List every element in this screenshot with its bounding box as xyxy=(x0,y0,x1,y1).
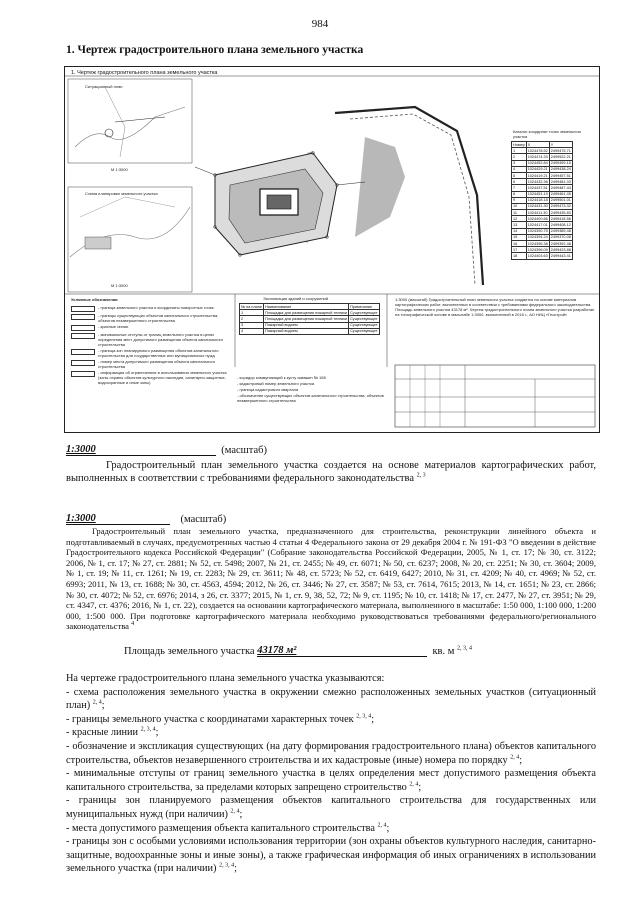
scale-text-2-body: Градостроительный план земельного участка, предназначенного для строительства, реконструкции линейного объекта и подготавливаемый в случаях, предусмотренных частью 4 статьи 4 Федерального закона от 29 декабря 2004 г. № 191-ФЗ "О введении в действие Градостроительного кодекса Российской Федерации" (Собрание законодательства Российской Федерации, 2005, № 1, ст. 17; № 30, ст. 3122; 2006, № 1, ст. 17; № 27, ст. 2881; № 52, ст. 5498; 2007, № 21, ст. 2455; № 49, ст. 6071; № 50, ст. 6237; 2008, № 20, ст. 2251; № 30, ст. 3604; 2009, № 1, ст. 19; № 11, ст. 1261; № 19, ст. 2283; № 29, ст. 3611; № 48, ст. 5723; № 52, ст. 6419, 6427; 2010, № 31, ст. 4209; № 40, ст. 4969; № 52, ст. 6993; 2011, № 13, ст. 1688; № 30, ст. 4563, 4594; 2012, № 26, ст. 3446; № 27, ст. 3587; № 53, ст. 7614, 7615; 2013, № 14, ст. 1651; № 23, ст. 2866; № 30, ст. 4072; № 52, ст. 6976; 2014, з 26, ст. 3377; 2015, № 1, ст. 9, 38, 52, 72; № 9, ст. 1195; № 10, ст. 1418; № 17, ст. 2477, № 27, ст. 3951; № 29, ст. 4347, ст. 4376; 2016, № 1, ст. 22), создается на основании картографического материала, выполненного в масштабе: 1:50 000, 1:100 000, 1:200 000, 1:500 000. При подготовке картографического материала необходимо руководствоваться требованиями федерального/регионального законодательства xyxy=(66,526,596,632)
footnote-ref: 4 xyxy=(131,621,135,628)
coord-table-cell: 1024432.36 xyxy=(527,179,548,184)
drawing-notes: 1:3000 (масштаб) Градостроительный план земельного участка создается на основе материалов картографических работ, выполненных в соответствии с требованиями федерального законодательства. Площадь земельного участка 43178 м². Чертеж градостроительного плана земельного участка разработан на топографической основе в масштабе 1:3000, выполненной в 2016 г., АО НИЦ «Геострой» xyxy=(395,297,595,317)
coord-table-cell: 2499481.03 xyxy=(550,179,571,184)
footnote-ref: 2, 4 xyxy=(510,754,520,761)
coord-table-cell: 2499438.24 xyxy=(550,167,571,172)
coord-table-cell: 1024396.09 xyxy=(527,247,548,252)
legend-item xyxy=(71,359,233,369)
legend-item-text: - границы существующих объектов капитального строительства, объектов незавершенного строительства xyxy=(98,313,219,323)
scale-text-1 xyxy=(66,459,596,485)
scale-text-2 xyxy=(66,526,596,632)
list-item-text: - границы зон планируемого размещения объектов капитального строительства для государственных или муниципальных нужд (при наличии) xyxy=(66,795,596,820)
coord-table-cell: 1024411.30 xyxy=(527,210,548,215)
inset-scale-1: М 1:3000 xyxy=(111,167,128,172)
coord-table-cell: 1024478.52 xyxy=(527,148,548,153)
list-item: - красные линии $^{2, 3, 4}$; xyxy=(66,726,159,739)
legend-swatch-icon xyxy=(71,349,95,355)
coord-table-cell: 2499435.83 xyxy=(550,210,571,215)
coord-table-cell: 1024452.84 xyxy=(527,161,548,166)
coord-table-cell: 1024400.66 xyxy=(527,216,548,221)
scale-label-1: (масштаб) xyxy=(221,445,267,456)
explication-cell: Площадка для размещения пожарной техники xyxy=(264,316,348,321)
area-label: Площадь земельного участка xyxy=(124,646,255,657)
list-item-text: - границы земельного участка с координатами характерных точек xyxy=(66,713,354,725)
legend-swatch-icon xyxy=(71,360,95,366)
footnote-ref: 2, 4 xyxy=(92,699,102,706)
area-unit: кв. м xyxy=(432,646,455,657)
scale-value-1: 1:3000 xyxy=(66,444,96,455)
list-item-text: - места допустимого размещения объекта капитального строительства xyxy=(66,822,375,834)
coord-table-cell: 2499499.15 xyxy=(550,161,571,166)
legend-item xyxy=(71,370,233,385)
coord-table-cell: 1024403.63 xyxy=(527,253,548,258)
explication-cell: 3 xyxy=(240,322,264,328)
explication-table xyxy=(239,303,380,335)
explication-cell: Существующее xyxy=(350,323,378,328)
list-item: - границы зон планируемого размещения объектов капитального строительства для государственных или муниципальных нужд (при наличии) $^{2, 4}$; xyxy=(66,795,596,820)
legend-item-text: - информация об ограничениях в использовании земельного участка (зоны охраны объектов культурного наследия, санитарно-защитные, водоохранные и иные зоны) xyxy=(98,370,227,385)
legend-item xyxy=(71,305,233,312)
coord-table-cell: 13 xyxy=(512,222,527,228)
scale-block-2 xyxy=(66,513,596,525)
coord-table-cell: 2499473.32 xyxy=(550,204,571,209)
coord-table-cell: 1024394.24 xyxy=(527,235,548,240)
coord-table-cell: 2499457.51 xyxy=(550,173,571,178)
list-item-text: - минимальные отступы от границ земельного участка в целях определения мест допустимого размещения объекта капитального строительства, за пределами которых запрещено строительство xyxy=(66,768,596,793)
legend-item xyxy=(71,348,233,358)
coord-table-cell: 1024429.21 xyxy=(527,167,548,172)
legend-item-text: - граница зон планируемого размещения объектов капитального строительства для государственных или муниципальных нужд xyxy=(98,348,219,358)
coord-table-cell: 2499461.45 xyxy=(550,192,571,197)
coord-table-cell: 1024437.51 xyxy=(527,185,548,190)
coord-table-row xyxy=(512,253,573,259)
legend-swatch-icon xyxy=(71,306,95,312)
drawing-title: 1. Чертеж градостроительного плана земельного участка xyxy=(71,70,218,76)
legend-swatch-icon xyxy=(71,333,95,339)
explication-cell: Площадка для размещения пожарной техники xyxy=(264,310,348,315)
coord-table-cell: 2499475.71 xyxy=(550,148,571,153)
explication-cell: 2 xyxy=(240,316,264,322)
list-item: - обозначение и экспликация существующих (на дату формирования градостроительного плана) объектов капитального строительства, объектов незавершенного строительства и их кадастровые (иные) номера по порядку $^{2, 4}$; xyxy=(66,740,596,766)
coord-table-cell: 12 xyxy=(512,216,527,222)
coord-table-header: Y xyxy=(549,142,572,148)
coord-table-cell: 2499392.48 xyxy=(550,241,571,246)
legend-item-text: - граница земельного участка и координаты поворотных точек xyxy=(98,305,214,310)
coord-table xyxy=(511,141,573,260)
coord-table-cell: 2499522.21 xyxy=(550,154,571,159)
scale-text-1-body: Градостроительный план земельного участка создается на основе материалов картографических работ, выполненных в соответствии с требованиями федерального законодательства xyxy=(66,460,596,484)
coord-table-cell: 5 xyxy=(512,172,527,178)
area-line xyxy=(124,645,472,657)
footnote-ref: 2, 3, 4 xyxy=(219,862,235,869)
coord-table-cell: 2499418.56 xyxy=(550,216,571,221)
explication-cell: Существующее xyxy=(350,310,378,315)
legend-item: - граница кадастрового квартала xyxy=(237,387,299,392)
footnote-ref: 2, 3, 4 xyxy=(140,726,156,733)
coord-table-cell: 15 xyxy=(512,234,527,240)
coord-table-cell: 11 xyxy=(512,210,527,216)
coord-table-cell: 1024396.38 xyxy=(527,241,548,246)
coord-table-cell: 1024390.75 xyxy=(527,229,548,234)
legend-item: - обозначение существующих объектов капитального строительства, объектов незавершенного строительства xyxy=(237,393,384,403)
list-item-text: - схема расположения земельного участка в окружении смежно расположенных земельных участков (ситуационный план) xyxy=(66,686,596,712)
coord-table-cell: 8 xyxy=(512,191,527,197)
coord-table-cell: 2499370.08 xyxy=(550,235,571,240)
list-item: - границы зон с особыми условиями использования территории (зон охраны объектов культурного наследия, санитарно-защитные, водоохранные зоны и иные зоны), а также графическая информация об иных ограничениях в использовании земельного участка (при наличии) $^{2, 3, 4}$; xyxy=(66,836,596,875)
legend-item-text: - минимальные отступы от границ земельного участка в целях определения мест допустимого размещения объекта капитального строительства xyxy=(98,332,224,347)
explication-cell: 1 xyxy=(240,310,264,316)
coord-table-cell: 18 xyxy=(512,253,527,259)
site-plan-drawing xyxy=(64,66,600,433)
requirements-list xyxy=(66,672,596,876)
legend-item: - коридор коммуникаций к кусту скважин № 158 xyxy=(237,375,326,380)
coord-table-cell: 9 xyxy=(512,197,527,203)
coord-table-cell: 2499408.12 xyxy=(550,223,571,228)
coord-table-cell: 1024474.33 xyxy=(527,154,548,159)
explication-cell: 4 xyxy=(240,328,264,334)
footnote-ref: 2, 4 xyxy=(230,808,240,815)
section-title: 1. Чертеж градостроительного плана земельного участка xyxy=(66,44,364,56)
coord-table-cell: 1024418.18 xyxy=(527,198,548,203)
coord-table-cell: 2499389.48 xyxy=(550,229,571,234)
coord-table-cell: 1024419.21 xyxy=(527,173,548,178)
explication-cell: Пожарный водоем xyxy=(263,328,348,334)
legend-item-text: - красные линии xyxy=(98,324,129,329)
footnote-ref: 2, 4 xyxy=(409,781,419,788)
inset-scale-2: М 1:3000 xyxy=(111,283,128,288)
explication-row xyxy=(240,328,380,334)
coord-table-cell: 2499501.01 xyxy=(550,198,571,203)
explication-header: Примечание xyxy=(349,304,379,310)
list-item-text: - красные линии xyxy=(66,727,139,739)
legend-title: Условные обозначения xyxy=(71,297,118,302)
scale-value-2: 1:3000 xyxy=(66,513,96,524)
explication-title: Экспликация зданий и сооружений xyxy=(263,296,329,301)
coord-table-header: Номер xyxy=(513,142,525,147)
list-item: - места допустимого размещения объекта капитального строительства $^{2, 4}$; xyxy=(66,822,390,834)
coord-table-cell: 6 xyxy=(512,179,527,185)
legend-swatch-icon xyxy=(71,325,95,331)
inset-caption-situational: Ситуационный план xyxy=(85,84,123,89)
coord-table-cell: 1024417.01 xyxy=(527,223,548,228)
coord-table-cell: 7 xyxy=(512,185,527,191)
explication-header: № на плане xyxy=(241,304,262,309)
coord-table-cell: 10 xyxy=(512,203,527,209)
coord-table-cell: 2499423.88 xyxy=(550,247,571,252)
list-item: - минимальные отступы от границ земельного участка в целях определения мест допустимого размещения объекта капитального строительства, за пределами которых запрещено строительство $^{2, 4}$; xyxy=(66,768,596,793)
legend-list-2 xyxy=(237,375,387,404)
legend-item-text: - номер места допустимого размещения объекта капитального строительства xyxy=(98,359,216,369)
legend-list xyxy=(71,305,233,386)
list-intro: На чертеже градостроительного плана земельного участка указываются: xyxy=(66,673,385,684)
legend-swatch-icon xyxy=(71,314,95,320)
coord-table-cell: 4 xyxy=(512,166,527,172)
legend-item xyxy=(71,324,233,331)
list-item: - границы земельного участка с координатами характерных точек $^{2, 3, 4}$; xyxy=(66,713,375,725)
legend-item xyxy=(71,332,233,347)
explication-cell: Существующее xyxy=(350,329,378,334)
coord-table-cell: 14 xyxy=(512,228,527,234)
page-number: 984 xyxy=(311,18,329,30)
coord-table-cell: 3 xyxy=(512,160,527,166)
scale-block-1 xyxy=(66,444,596,456)
list-item: - схема расположения земельного участка в окружении смежно расположенных земельных участков (ситуационный план) $^{2, 4}$; xyxy=(66,686,596,712)
legend-item xyxy=(71,313,233,323)
legend-swatch-icon xyxy=(71,371,95,377)
coord-table-header: X xyxy=(526,142,549,148)
coord-table-cell: 2499443.41 xyxy=(550,253,571,258)
explication-cell: Пожарный водоем xyxy=(263,322,348,328)
coord-table-title: Каталог координат точек земельного участка xyxy=(513,129,582,139)
explication-header: Наименование xyxy=(263,304,348,310)
list-item-text: - обозначение и экспликация существующих (на дату формирования градостроительного плана) объектов капитального строительства, объектов незавершенного строительства и их кадастровые (иные) номера по порядку xyxy=(66,740,596,766)
footnote-ref: 2, 3, 4 xyxy=(457,645,473,652)
coord-table-cell: 2499487.44 xyxy=(550,185,571,190)
coord-table-cell: 2 xyxy=(512,154,527,160)
explication-cell: Существующее xyxy=(350,316,378,321)
coord-table-cell: 16 xyxy=(512,241,527,247)
footnote-ref: 2, 3, 4 xyxy=(356,713,372,720)
coord-table-cell: 1 xyxy=(512,148,527,154)
legend-item: - кадастровый номер земельного участка xyxy=(237,381,315,386)
coord-table-cell: 17 xyxy=(512,247,527,253)
footnote-ref: 2, 4 xyxy=(377,822,387,829)
scale-label-2: (масштаб) xyxy=(180,514,227,525)
list-item-text: - границы зон с особыми условиями использования территории (зон охраны объектов культурного наследия, санитарно-защитные, водоохранные зоны и иные зоны), а также графическая информация об иных ограничениях в использовании земельного участка (при наличии) xyxy=(66,836,596,875)
footnote-ref: 2, 3 xyxy=(416,472,426,479)
coord-table-cell: 1024431.30 xyxy=(527,204,548,209)
coord-table-cell: 1024451.19 xyxy=(527,192,548,197)
inset-caption-scheme: Схема планировки земельного участка xyxy=(85,191,158,196)
area-value: 43178 м² xyxy=(257,645,297,656)
